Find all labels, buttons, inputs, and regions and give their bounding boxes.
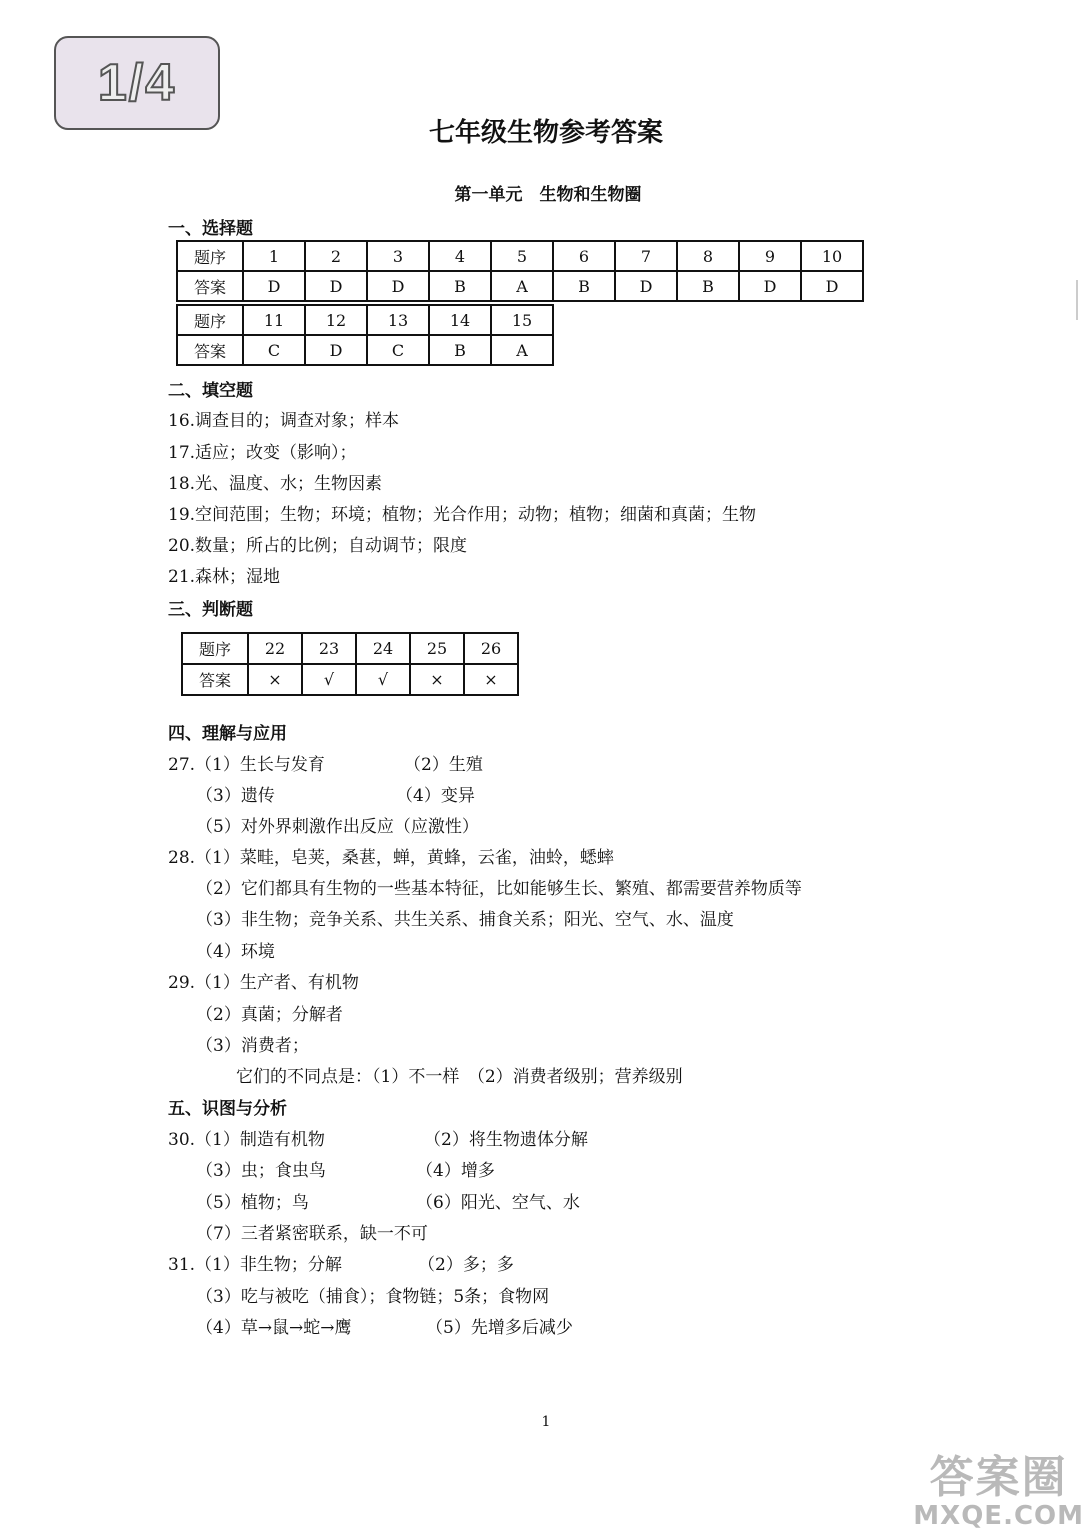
table-cell: 5 [491, 241, 553, 271]
table-row [182, 633, 518, 664]
answer-line: 19.空间范围；生物；环境；植物；光合作用；动物；植物；细菌和真菌；生物 [168, 505, 757, 525]
section-heading-judge: 三、判断题 [168, 600, 253, 620]
table-cell: 1 [243, 241, 305, 271]
section-heading-analysis: 五、识图与分析 [168, 1099, 287, 1119]
table-row [177, 241, 863, 271]
table-cell: D [305, 271, 367, 301]
table-cell: B [677, 271, 739, 301]
table-cell: 22 [248, 633, 302, 664]
table-cell: 答案 [177, 271, 243, 301]
table-cell: 8 [677, 241, 739, 271]
table-cell: 11 [243, 305, 305, 335]
table-cell: √ [302, 664, 356, 695]
answer-line: （5）先增多后减少 [426, 1318, 573, 1338]
watermark-line-2: MXQE.COM [913, 1501, 1084, 1531]
table-cell: 12 [305, 305, 367, 335]
choice-answer-table-1 [176, 240, 864, 302]
answer-line: （3）消费者； [196, 1036, 309, 1056]
answer-line: （5）植物；鸟 [196, 1193, 309, 1213]
table-cell: D [801, 271, 863, 301]
answer-line: 30.（1）制造有机物 [168, 1130, 325, 1150]
table-cell: 23 [302, 633, 356, 664]
section-heading-apply: 四、理解与应用 [168, 724, 287, 744]
answer-line: （2）生殖 [404, 755, 483, 775]
table-cell: C [243, 335, 305, 365]
scan-edge-mark [1076, 280, 1078, 320]
table-cell: 26 [464, 633, 518, 664]
table-cell: 答案 [182, 664, 248, 695]
answer-line: 21.森林；湿地 [168, 567, 281, 587]
table-cell: 4 [429, 241, 491, 271]
page-title: 七年级生物参考答案 [428, 118, 663, 148]
answer-line: 29.（1）生产者、有机物 [168, 973, 359, 993]
table-cell: 题序 [177, 305, 243, 335]
table-cell: A [491, 335, 553, 365]
table-cell: D [243, 271, 305, 301]
answer-line: 27.（1）生长与发育 [168, 755, 325, 775]
table-cell: C [367, 335, 429, 365]
table-cell: 答案 [177, 335, 243, 365]
answer-line: （2）将生物遗体分解 [424, 1130, 588, 1150]
table-cell: 9 [739, 241, 801, 271]
page-number: 1 [541, 1414, 551, 1430]
answer-line: （3）吃与被吃（捕食）；食物链；5条；食物网 [196, 1287, 550, 1307]
table-cell: 3 [367, 241, 429, 271]
table-cell: 13 [367, 305, 429, 335]
answer-line: 18.光、温度、水；生物因素 [168, 474, 383, 494]
table-cell: 7 [615, 241, 677, 271]
answer-line: （2）真菌；分解者 [196, 1005, 343, 1025]
answer-line: 31.（1）非生物；分解 [168, 1255, 342, 1275]
table-cell: D [739, 271, 801, 301]
answer-line: （2）它们都具有生物的一些基本特征，比如能够生长、繁殖、都需要营养物质等 [196, 879, 802, 899]
section-heading-fill: 二、填空题 [168, 381, 253, 401]
table-cell: 14 [429, 305, 491, 335]
answer-line: （7）三者紧密联系，缺一不可 [196, 1224, 428, 1244]
table-cell: 24 [356, 633, 410, 664]
section-heading-choice: 一、选择题 [168, 219, 253, 239]
answer-line: （3）非生物；竞争关系、共生关系、捕食关系；阳光、空气、水、温度 [196, 910, 734, 930]
choice-answer-table-2 [176, 304, 554, 366]
answer-line: 20.数量；所占的比例；自动调节；限度 [168, 536, 468, 556]
answer-line: （4）草→鼠→蛇→鹰 [196, 1318, 352, 1338]
answer-line: 17.适应；改变（影响）； [168, 443, 357, 463]
answer-line: （3）虫；食虫鸟 [196, 1161, 326, 1181]
table-cell: × [464, 664, 518, 695]
table-cell: 25 [410, 633, 464, 664]
table-cell: B [429, 335, 491, 365]
table-row [177, 271, 863, 301]
answer-line: （3）遗传 [196, 786, 275, 806]
table-row [177, 305, 553, 335]
table-cell: 2 [305, 241, 367, 271]
table-row [182, 664, 518, 695]
table-cell: 题序 [177, 241, 243, 271]
table-cell: B [553, 271, 615, 301]
table-cell: × [248, 664, 302, 695]
table-cell: √ [356, 664, 410, 695]
unit-title: 第一单元 生物和生物圈 [454, 185, 642, 205]
table-cell: D [305, 335, 367, 365]
table-cell: 15 [491, 305, 553, 335]
answer-line: （4）变异 [396, 786, 475, 806]
table-cell: B [429, 271, 491, 301]
watermark-line-1: 答案圈 [929, 1452, 1068, 1503]
answer-line: 它们的不同点是：（1）不一样 （2）消费者级别；营养级别 [236, 1067, 683, 1087]
table-row [177, 335, 553, 365]
watermark [913, 1454, 1084, 1530]
answer-line: 28.（1）菜畦，皂荚，桑葚，蝉，黄蜂，云雀，油蛉，蟋蟀 [168, 848, 614, 868]
table-cell: A [491, 271, 553, 301]
table-cell: 6 [553, 241, 615, 271]
badge-text: 1/4 [97, 54, 177, 112]
judge-answer-table [181, 632, 519, 696]
table-cell: D [615, 271, 677, 301]
answer-line: （4）环境 [196, 942, 275, 962]
answer-line: （4）增多 [416, 1161, 495, 1181]
answer-line: （6）阳光、空气、水 [416, 1193, 580, 1213]
table-cell: D [367, 271, 429, 301]
answer-line: （2）多；多 [418, 1255, 514, 1275]
table-cell: 10 [801, 241, 863, 271]
table-cell: × [410, 664, 464, 695]
answer-line: （5）对外界刺激作出反应（应激性） [196, 817, 479, 837]
answer-line: 16.调查目的；调查对象；样本 [168, 411, 400, 431]
table-cell: 题序 [182, 633, 248, 664]
